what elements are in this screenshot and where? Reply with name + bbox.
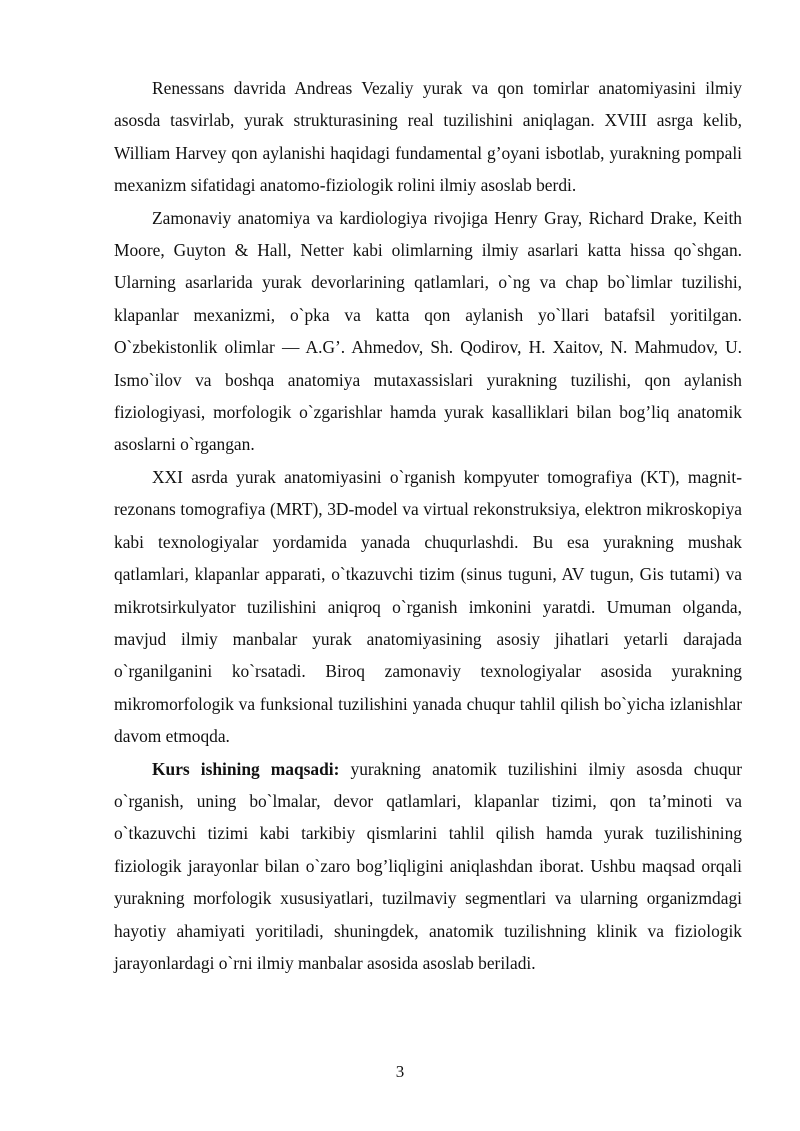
paragraph-text: XXI asrda yurak anatomiyasini o`rganish kompyuter tomografiya (KT), magnit-rezonans tomografiya (MRT), 3D-model va virtual rekonstruksiya, elektron mikroskopiya kabi texnologiyalar yordamida yanada chuqurlashdi. Bu esa yurakning mushak qatlamlari, klapanlar apparati, o`tkazuvchi tizim (sinus tuguni, AV tugun, Gis tutami) va mikrotsirkulyator tuzilishini aniqroq o`rganish imkonini yaratdi. Umuman olganda, mavjud ilmiy manbalar yurak anatomiyasining asosiy jihatlari yetarli darajada o`rganilganini ko`rsatadi. Biroq zamonaviy texnologiyalar asosida yurakning mikromorfologik va funksional tuzilishini yanada chuqur tahlil qilish bo`yicha izlanishlar davom etmoqda. — [114, 466, 742, 747]
paragraph-bold-lead: Kurs ishining maqsadi: — [152, 758, 340, 779]
paragraph-course-goal — [114, 753, 742, 980]
body-text — [114, 72, 742, 979]
paragraph-renaissance — [114, 72, 742, 202]
page-number: 3 — [395, 1062, 405, 1081]
paragraph-21st-century — [114, 461, 742, 753]
paragraph-text: yurakning anatomik tuzilishini ilmiy asosda chuqur o`rganish, uning bo`lmalar, devor qatlamlari, klapanlar tizimi, qon ta’minoti va o`tkazuvchi tizimi kabi tarkibiy qismlarini tahlil qilish hamda yurak tuzilishining fiziologik jarayonlar bilan o`zaro bog’liqligini aniqlashdan iborat. Ushbu maqsad orqali yurakning morfologik xususiyatlari, tuzilmaviy segmentlari va ularning organizmdagi hayotiy ahamiyati yoritiladi, shuningdek, anatomik tuzilishning klinik va fiziologik jarayonlardagi o`rni ilmiy manbalar asosida asoslab beriladi. — [114, 758, 743, 973]
paragraph-text: Zamonaviy anatomiya va kardiologiya rivojiga Henry Gray, Richard Drake, Keith Moore, Guyton & Hall, Netter kabi olimlarning ilmiy asarlari katta hissa qo`shgan. Ularning asarlarida yurak devorlarining qatlamlari, o`ng va chap bo`limlar tuzilishi, klapanlar mexanizmi, o`pka va katta qon aylanish yo`llari batafsil yoritilgan. O`zbekistonlik olimlar — A.G’. Ahmedov, Sh. Qodirov, H. Xaitov, N. Mahmudov, U. Ismo`ilov va boshqa anatomiya mutaxassislari yurakning tuzilishi, qon aylanish fiziologiyasi, morfologik o`zgarishlar hamda yurak kasalliklari bilan bog’liq anatomik asoslarni o`rgangan. — [114, 207, 742, 455]
paragraph-text: Renessans davrida Andreas Vezaliy yurak va qon tomirlar anatomiyasini ilmiy asosda tasvirlab, yurak strukturasining real tuzilishini aniqlagan. XVIII asrga kelib, William Harvey qon aylanishi haqidagi fundamental g’oyani isbotlab, yurakning pompali mexanizm sifatidagi anatomo-fiziologik rolini ilmiy asoslab berdi. — [114, 78, 742, 196]
paragraph-modern-anatomy — [114, 202, 742, 461]
